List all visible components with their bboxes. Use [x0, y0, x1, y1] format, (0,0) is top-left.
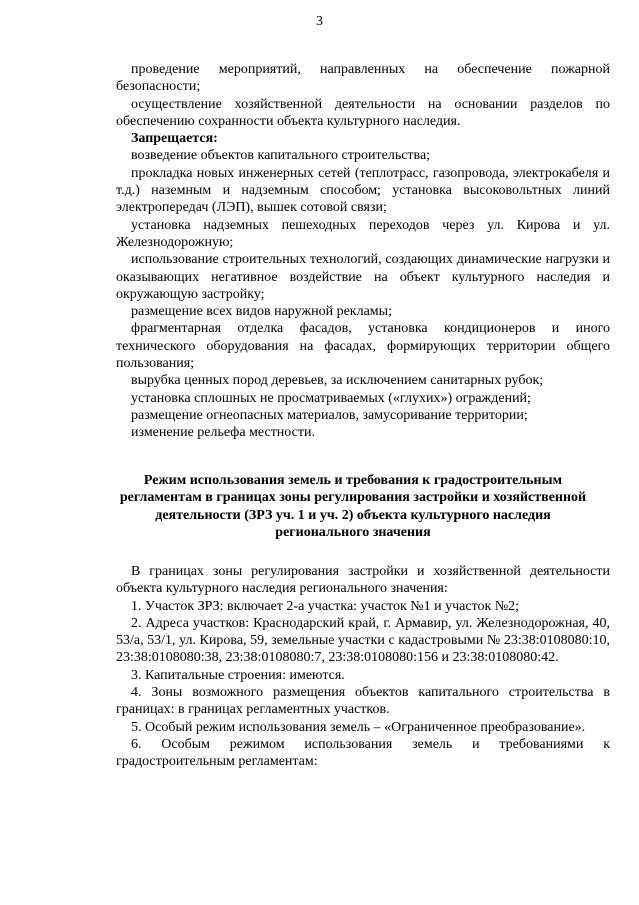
list-item: использование строительных технологий, создающих динамические нагрузки и оказывающих негативное воздействие на объект культурного наследия и окружающую застройку;: [116, 252, 610, 302]
list-item: прокладка новых инженерных сетей (теплотрасс, газопровода, электрокабеля и т.д.) наземным и надземным способом; установка высоковольтных линий электропередач (ЛЭП), вышек сотовой связи;: [116, 165, 610, 216]
paragraph: 2. Адреса участков: Краснодарский край, г. Армавир, ул. Железнодорожная, 40, 53/а, 53/1, ул. Кирова, 59, земельные участки с кадастровыми № 23:38:0108080:10, 23:38:0108080:38, 23:38:0108080:7, 23:38:0108080:156 и 23:38:0108080:42.: [116, 615, 610, 666]
list-item: размещение огнеопасных материалов, замусоривание территории;: [131, 407, 528, 423]
list-item: фрагментарная отделка фасадов, установка кондиционеров и иного технического оборудования на фасадах, формирующих территории общего пользования;: [116, 321, 610, 372]
list-item: размещение всех видов наружной рекламы;: [131, 304, 392, 320]
paragraph: 3. Капитальные строения: имеются.: [131, 667, 345, 683]
section-heading-line: регионального значения: [275, 524, 431, 540]
prohibited-heading: Запрещается:: [131, 131, 218, 147]
paragraph: В границах зоны регулирования застройки и хозяйственной деятельности объекта культурного наследия регионального значения:: [116, 564, 610, 597]
section-heading-line: регламентам в границах зоны регулирования застройки и хозяйственной: [119, 490, 587, 506]
paragraph: 4. Зоны возможного размещения объектов капитального строительства в границах: в границах регламентных участков.: [116, 685, 610, 718]
paragraph: 5. Особый режим использования земель – «Ограниченное преобразование».: [131, 719, 586, 735]
list-item: установка сплошных не просматриваемых («глухих») ограждений;: [131, 390, 531, 406]
page-number: 3: [316, 14, 323, 29]
paragraph: проведение мероприятий, направленных на обеспечение пожарной безопасности;: [116, 62, 610, 95]
paragraph: 1. Участок ЗРЗ: включает 2-а участка: участок №1 и участок №2;: [131, 598, 520, 614]
list-item: возведение объектов капитального строительства;: [131, 148, 431, 164]
list-item: изменение рельефа местности.: [131, 425, 315, 441]
section-heading-line: деятельности (ЗРЗ уч. 1 и уч. 2) объекта культурного наследия: [155, 507, 551, 523]
section-heading-line: Режим использования земель и требования к градостроительным: [143, 473, 563, 488]
section-heading: [96, 472, 610, 541]
paragraph: 6. Особым режимом использования земель и требованиями к градостроительным регламентам:: [116, 736, 610, 770]
top-text-block: [116, 61, 610, 442]
list-item: установка надземных пешеходных переходов через ул. Кирова и ул. Железнодорожную;: [116, 217, 610, 250]
list-item: вырубка ценных пород деревьев, за исключением санитарных рубок;: [131, 373, 544, 389]
paragraph: осуществление хозяйственной деятельности на основании разделов по обеспечению сохранности объекта культурного наследия.: [116, 96, 610, 129]
section-text-block: [116, 563, 610, 771]
